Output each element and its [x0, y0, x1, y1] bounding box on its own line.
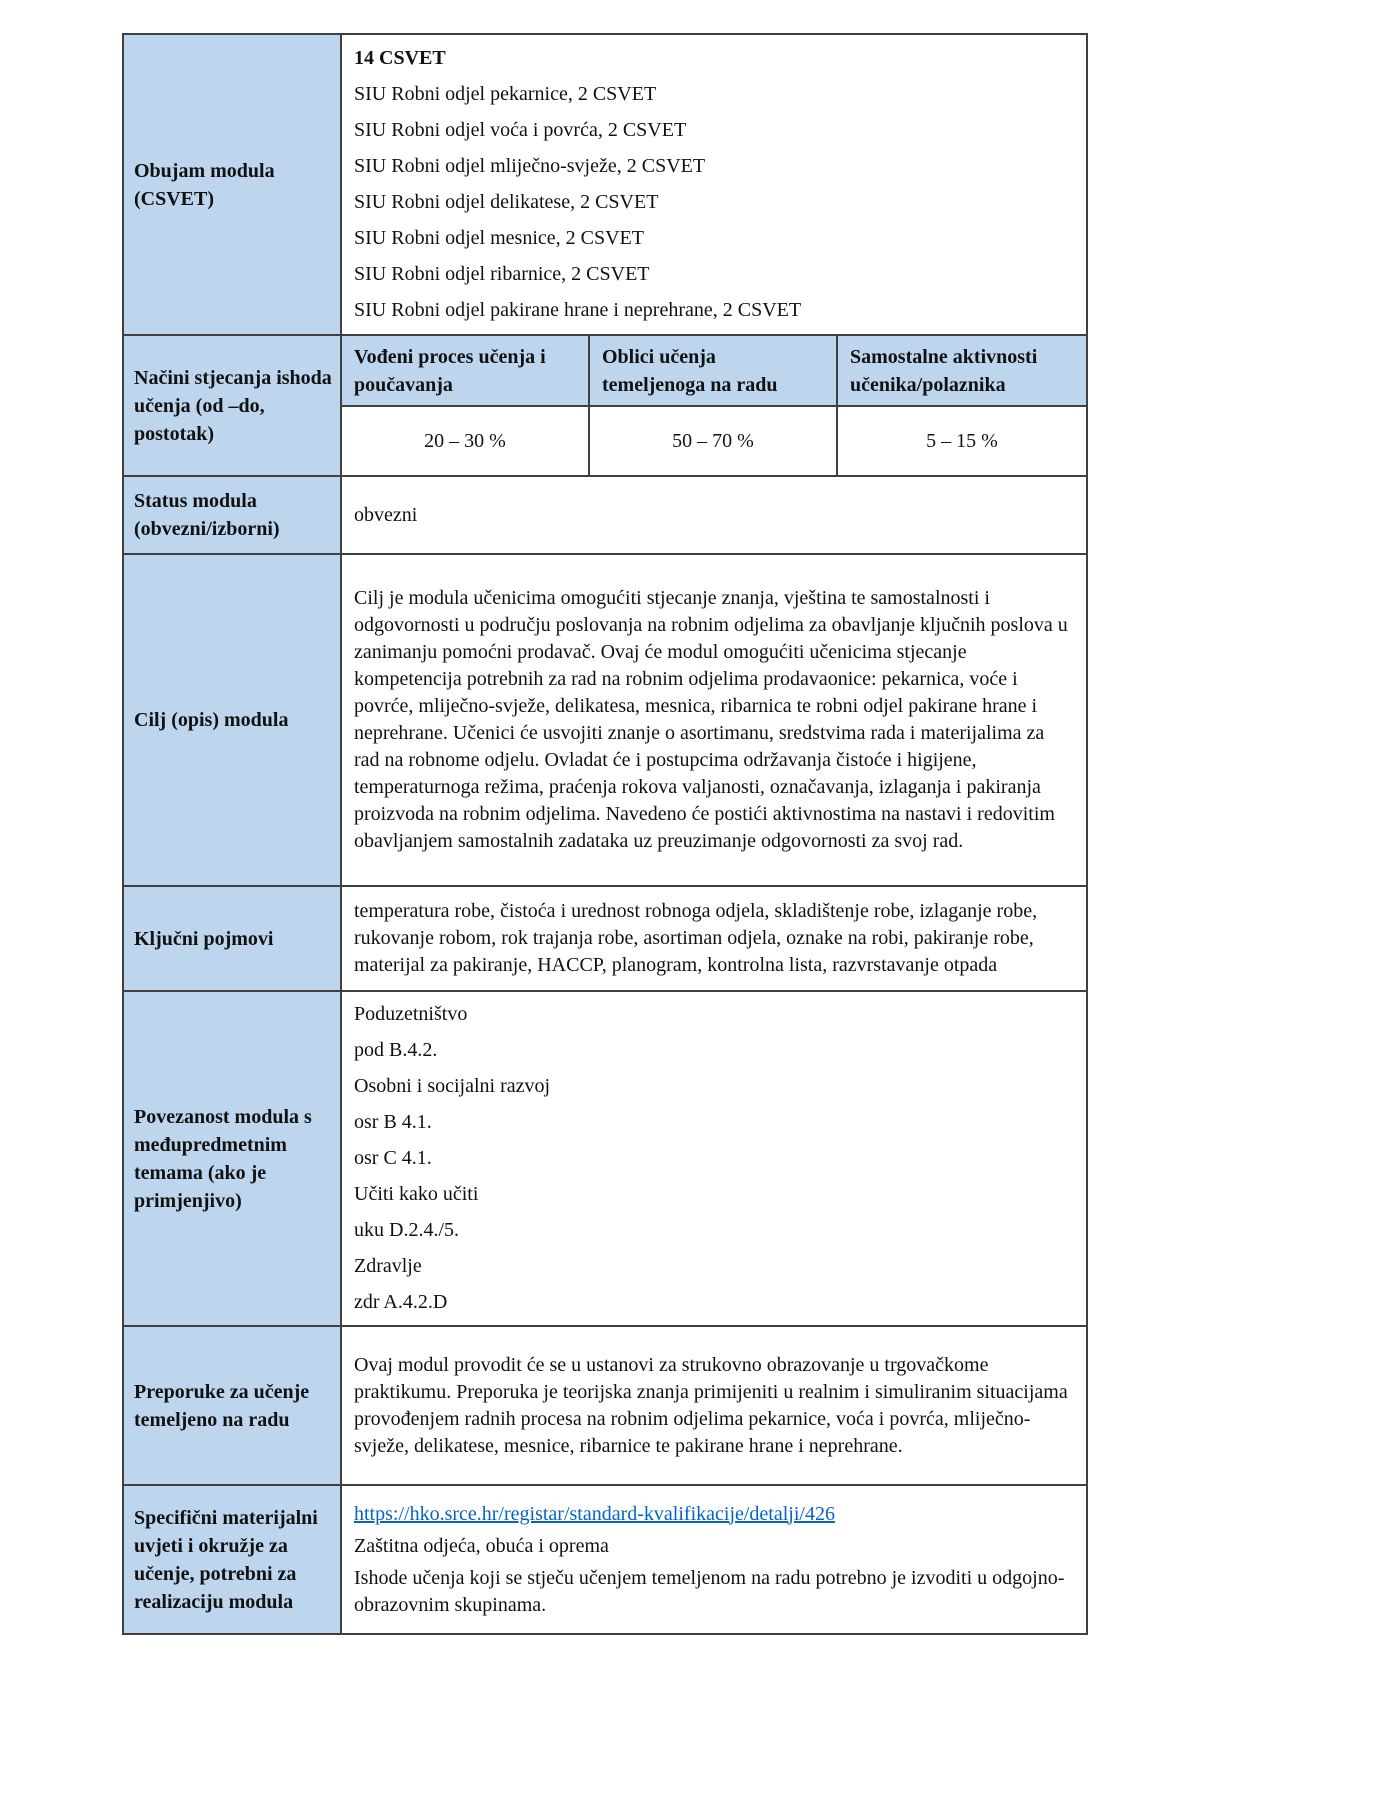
povezanost-item: Zdravlje	[354, 1255, 422, 1277]
csvet-total: 14 CSVET	[354, 47, 446, 69]
row-header-povezanost-modula	[123, 991, 341, 1326]
row-header-specificni-uvjeti	[123, 1485, 341, 1634]
row-header-label: Načini stjecanja ishoda učenja (od –do, postotak)	[134, 366, 332, 445]
column-header-label: Vođeni proces učenja i poučavanja	[354, 345, 546, 396]
row-header-label: Status modula (obvezni/izborni)	[134, 490, 280, 540]
table-row	[123, 554, 1087, 886]
siu-item: SIU Robni odjel pekarnice, 2 CSVET	[354, 83, 657, 105]
module-spec-table	[122, 33, 1088, 1635]
table-row	[123, 991, 1087, 1326]
preporuke-content-cell	[341, 1326, 1087, 1485]
cilj-paragraph: Cilj je modula učenicima omogućiti stjecanje znanja, vještina te samostalnosti i odgovornosti u području poslovanja na robnim odjelima za obavljanje ključnih poslova u zanimanju pomoćni prodavač. Ovaj će modul omogućiti učenicima stjecanje kompetencija potrebnih za rad na robnim odjelima prodavaonice: pekarnica, voće i povrće, mliječno-svježe, delikatesa, mesnica, ribarnica te robni odjel pakirane hrane i neprehrane. Učenici će usvojiti znanje o asortimanu, sredstvima rada i materijalima za rad na robnome odjelu. Ovladat će i postupcima održavanja čistoće i higijene, temperaturnoga režima, praćenja rokova valjanosti, označavanja, izlaganja i pakiranja proizvoda na robnim odjelima. Navedeno će postići aktivnostima na nastavi i redovitim obavljanjem samostalnih zadataka uz preuzimanje odgovornosti za svoj rad.	[354, 587, 1068, 852]
cilj-content-cell	[341, 554, 1087, 886]
siu-item: SIU Robni odjel ribarnice, 2 CSVET	[354, 263, 650, 285]
povezanost-item: Učiti kako učiti	[354, 1183, 479, 1205]
kljucni-content-cell	[341, 886, 1087, 991]
row-header-label: Cilj (opis) modula	[134, 709, 289, 731]
column-header-label: Samostalne aktivnosti učenika/polaznika	[850, 345, 1038, 396]
povezanost-item: Osobni i socijalni razvoj	[354, 1075, 551, 1097]
row-header-label: Obujam modula (CSVET)	[134, 159, 275, 210]
percent-samostalne-aktivnosti: 5 – 15 %	[837, 406, 1087, 476]
povezanost-item: uku D.2.4./5.	[354, 1219, 459, 1241]
povezanost-item: zdr A.4.2.D	[354, 1291, 448, 1313]
povezanost-item: osr B 4.1.	[354, 1111, 432, 1133]
siu-item: SIU Robni odjel pakirane hrane i neprehrane, 2 CSVET	[354, 299, 802, 321]
row-header-cilj-modula	[123, 554, 341, 886]
siu-item: SIU Robni odjel delikatese, 2 CSVET	[354, 191, 659, 213]
table-row	[123, 1485, 1087, 1634]
row-header-label: Specifični materijalni uvjeti i okružje za učenje, potrebni za realizaciju modula	[134, 1506, 318, 1613]
povezanost-item: osr C 4.1.	[354, 1147, 432, 1169]
zastitna-oprema-line: Zaštitna odjeća, obuća i oprema	[354, 1534, 609, 1557]
row-header-kljucni-pojmovi	[123, 886, 341, 991]
siu-item: SIU Robni odjel mliječno-svježe, 2 CSVET	[354, 155, 706, 177]
obujam-content-cell	[341, 34, 1087, 335]
column-header-label: Oblici učenja temeljenoga na radu	[602, 345, 778, 396]
row-header-nacini-stjecanja	[123, 335, 341, 476]
row-header-status-modula	[123, 476, 341, 554]
ishodi-ucenja-line: Ishode učenja koji se stječu učenjem temeljenom na radu potrebno je izvoditi u odgojno-obrazovnim skupinama.	[354, 1566, 1065, 1616]
column-header-vodeni-proces	[341, 335, 589, 406]
table-row	[123, 1326, 1087, 1485]
table-row	[123, 34, 1087, 335]
povezanost-item: pod B.4.2.	[354, 1039, 438, 1061]
status-value-cell: obvezni	[341, 476, 1087, 554]
row-header-label: Preporuke za učenje temeljeno na radu	[134, 1380, 310, 1431]
table-row	[123, 886, 1087, 991]
row-header-label: Ključni pojmovi	[134, 927, 274, 950]
percent-vodeni-proces: 20 – 30 %	[341, 406, 589, 476]
povezanost-item: Poduzetništvo	[354, 1003, 468, 1025]
column-header-oblici-ucenja	[589, 335, 837, 406]
siu-item: SIU Robni odjel voća i povrća, 2 CSVET	[354, 119, 687, 141]
siu-item: SIU Robni odjel mesnice, 2 CSVET	[354, 227, 644, 249]
kljucni-paragraph: temperatura robe, čistoća i urednost robnoga odjela, skladištenje robe, izlaganje robe, rukovanje robom, rok trajanja robe, asortiman odjela, oznake na robi, pakiranje robe, materijal za pakiranje, HACCP, planogram, kontrolna lista, razvrstavanje otpada	[354, 900, 1038, 976]
row-header-obujam-modula	[123, 34, 341, 335]
specificni-content-cell	[341, 1485, 1087, 1634]
preporuke-paragraph: Ovaj modul provodit će se u ustanovi za strukovno obrazovanje u trgovačkome praktikumu. Preporuka je teorijska znanja primijeniti u realnim i simuliranim situacijama provođenjem radnih procesa na robnim odjelima pekarnice, voća i povrća, mliječno-svježe, delikatese, mesnice, ribarnice te pakirane hrane i neprehrane.	[354, 1353, 1068, 1457]
hko-registar-link[interactable]: https://hko.srce.hr/registar/standard-kvalifikacije/detalji/426	[354, 1502, 835, 1525]
table-row	[123, 476, 1087, 554]
row-header-preporuke	[123, 1326, 341, 1485]
column-header-samostalne-aktivnosti	[837, 335, 1087, 406]
povezanost-content-cell	[341, 991, 1087, 1326]
table-row	[123, 335, 1087, 406]
row-header-label: Povezanost modula s međupredmetnim temama (ako je primjenjivo)	[134, 1105, 312, 1212]
percent-oblici-ucenja: 50 – 70 %	[589, 406, 837, 476]
